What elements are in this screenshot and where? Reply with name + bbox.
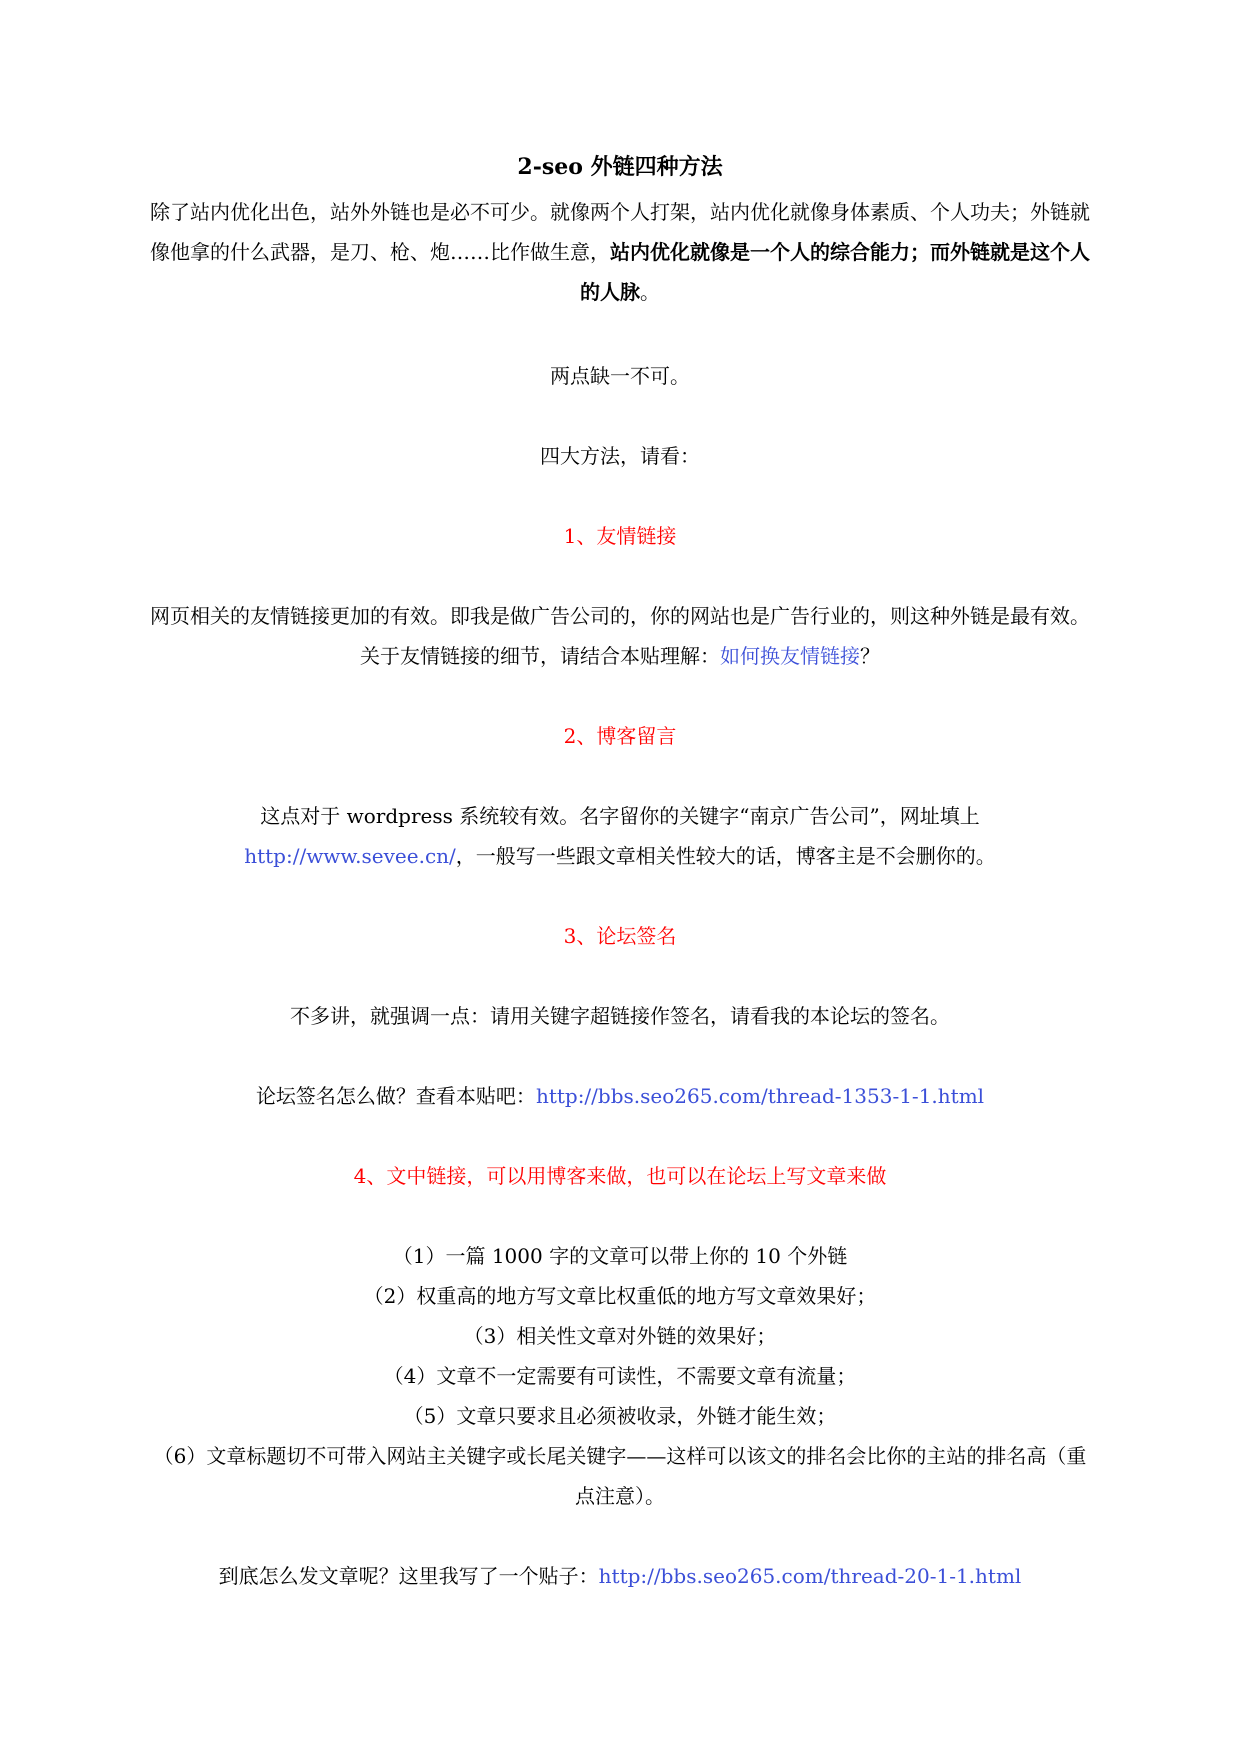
section-3-heading: 3、论坛签名: [563, 924, 677, 948]
list-item: （6）文章标题切不可带入网站主关键字或长尾关键字——这样可以该文的排名会比你的主站的排名高（重点注意）。: [153, 1444, 1087, 1508]
list-item: （4）文章不一定需要有可读性，不需要文章有流量；: [383, 1364, 857, 1388]
forum-signature-link[interactable]: http://bbs.seo265.com/thread-1353-1-1.html: [535, 1084, 985, 1108]
intro-end: 。: [640, 280, 660, 304]
intro-bold-text: 站内优化就像是一个人的综合能力；而外链就是这个人的人脉: [580, 240, 1090, 304]
section-4-heading: 4、文中链接，可以用博客来做，也可以在论坛上写文章来做: [353, 1164, 887, 1188]
post-article-link[interactable]: http://bbs.seo265.com/thread-20-1-1.html: [598, 1564, 1022, 1588]
section-2-paragraph: [150, 796, 1090, 876]
section-4-question-text: 到底怎么发文章呢？这里我写了一个贴子：: [218, 1564, 599, 1588]
list-item: （3）相关性文章对外链的效果好；: [463, 1324, 777, 1348]
section-2-text: 这点对于 wordpress 系统较有效。名字留你的关键字“南京广告公司”，网址填上: [260, 804, 980, 828]
two-points-line: 两点缺一不可。: [550, 364, 690, 388]
section-3-question: [150, 1076, 1090, 1116]
intro-text: 除了站内优化出色，站外外链也是必不可少。就像两个人打架，站内优化就像身体素质、个人功夫；外链就像他拿的什么武器，是刀、枪、炮……比作做生意，: [150, 200, 1090, 264]
friend-link-guide-link[interactable]: 如何换友情链接: [720, 644, 860, 668]
four-methods-line: 四大方法，请看：: [540, 444, 700, 468]
sevee-link[interactable]: http://www.sevee.cn/: [244, 844, 456, 868]
section-4-question: [150, 1556, 1090, 1596]
section-3-text: 不多讲，就强调一点：请用关键字超链接作签名，请看我的本论坛的签名。: [290, 1004, 950, 1028]
section-4-list: [150, 1236, 1090, 1516]
section-1-end: ？: [860, 644, 880, 668]
list-item: （5）文章只要求且必须被收录，外链才能生效；: [403, 1404, 837, 1428]
list-item: （2）权重高的地方写文章比权重低的地方写文章效果好；: [363, 1284, 877, 1308]
section-1-heading: 1、友情链接: [563, 524, 677, 548]
section-2-heading: 2、博客留言: [563, 724, 677, 748]
section-2-text-end: ，一般写一些跟文章相关性较大的话，博客主是不会删你的。: [455, 844, 996, 868]
document-title: 2-seo 外链四种方法: [517, 154, 723, 180]
section-1-paragraph: [150, 596, 1090, 676]
list-item: （1）一篇 1000 字的文章可以带上你的 10 个外链: [392, 1244, 848, 1268]
section-3-question-text: 论坛签名怎么做？查看本贴吧：: [255, 1084, 536, 1108]
intro-paragraph: [150, 192, 1090, 312]
section-1-text: 网页相关的友情链接更加的有效。即我是做广告公司的，你的网站也是广告行业的，则这种外链是最有效。关于友情链接的细节，请结合本贴理解：: [150, 604, 1090, 668]
